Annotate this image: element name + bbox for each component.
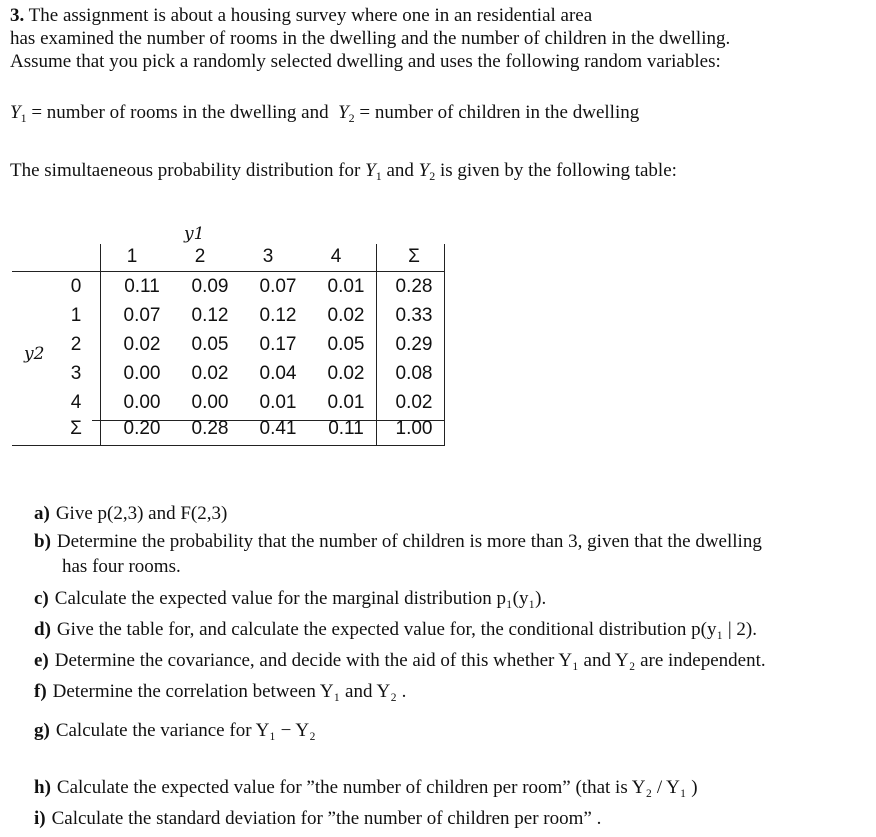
table-cell: 0.17 [259, 334, 297, 355]
question-b [34, 531, 762, 553]
table-cell: 0.00 [123, 392, 161, 413]
table-cell: 0.12 [259, 305, 297, 326]
question-f-label: f) [34, 681, 47, 702]
table-cell: 0.02 [123, 334, 161, 355]
question-a-text: Give p(2,3) and F(2,3) [55, 503, 228, 524]
question-d-label: d) [34, 619, 51, 640]
distribution-sentence [10, 160, 677, 184]
question-b-continuation: has four rooms. [62, 556, 181, 577]
probability-table [12, 226, 444, 446]
question-h-text: Calculate the expected value for ”the number of children per room” (that is Y₂ / Y₁ ) [56, 777, 698, 798]
column-variable-label: y1 [184, 224, 205, 244]
column-header: 4 [330, 246, 342, 267]
question-h [34, 777, 698, 799]
row-header: 2 [70, 334, 82, 355]
column-header: 3 [262, 246, 274, 267]
row-total: 0.33 [395, 305, 433, 326]
table-cell: 0.00 [123, 363, 161, 384]
row-total: 0.02 [395, 392, 433, 413]
grand-total: 1.00 [395, 418, 433, 439]
table-cell: 0.11 [124, 276, 160, 297]
table-cell: 0.00 [191, 392, 229, 413]
row-header: 4 [70, 392, 82, 413]
y1-inline: Y [365, 160, 376, 181]
column-header: 2 [194, 246, 206, 267]
y1-inline-sub: 1 [375, 169, 382, 183]
table-cell: 0.04 [259, 363, 297, 384]
sentence-and: and [386, 160, 414, 181]
header-separator [12, 271, 444, 272]
table-right-border [444, 244, 445, 446]
y1-definition: = number of rooms in the dwelling and [31, 102, 329, 123]
row-variable-label: y2 [24, 344, 45, 364]
question-g-text: Calculate the variance for Y₁ − Y₂ [55, 720, 316, 741]
question-b-text: Determine the probability that the number of children is more than 3, given that the dwelling [56, 531, 762, 552]
question-e-text: Determine the covariance, and decide with the aid of this whether Y₁ and Y₂ are independent. [54, 650, 766, 671]
intro-line-2: has examined the number of rooms in the dwelling and the number of children in the dwelling. [10, 28, 731, 49]
table-cell: 0.07 [123, 305, 161, 326]
sentence-part-1: The simultaeneous probability distribution for [10, 160, 361, 181]
row-total: 0.08 [395, 363, 433, 384]
question-c-label: c) [34, 588, 49, 609]
question-i-text: Calculate the standard deviation for ”the number of children per room” . [51, 808, 602, 829]
column-header: 1 [126, 246, 138, 267]
question-c [34, 588, 546, 610]
column-header-sum: Σ [408, 246, 420, 267]
y2-definition: = number of children in the dwelling [359, 102, 640, 123]
table-cell: 0.01 [327, 392, 365, 413]
sentence-part-2: is given by the following table: [439, 160, 677, 181]
question-a-label: a) [34, 503, 50, 524]
row-header: 0 [70, 276, 82, 297]
table-cell: 0.07 [259, 276, 297, 297]
question-d-text: Give the table for, and calculate the expected value for, the conditional distribution p(y₁ | 2). [56, 619, 757, 640]
intro-line-1: The assignment is about a housing survey where one in an residential area [28, 5, 593, 26]
table-bottom-border [12, 445, 444, 446]
table-cell: 0.01 [259, 392, 297, 413]
question-a [34, 503, 227, 525]
row-header: 1 [70, 305, 82, 326]
totals-row-header: Σ [70, 418, 82, 439]
question-g [34, 720, 316, 742]
column-total: 0.28 [191, 418, 229, 439]
table-cell: 0.02 [191, 363, 229, 384]
table-cell: 0.02 [327, 363, 365, 384]
question-g-label: g) [34, 720, 50, 741]
question-i [34, 808, 601, 830]
column-total: 0.11 [328, 418, 364, 439]
problem-intro [10, 4, 730, 73]
y2-subscript: 2 [348, 111, 355, 125]
column-total: 0.20 [123, 418, 161, 439]
totals-column-divider [376, 244, 377, 446]
question-f [34, 681, 406, 703]
question-c-text: Calculate the expected value for the marginal distribution p₁(y₁). [54, 588, 547, 609]
table-cell: 0.05 [327, 334, 365, 355]
question-i-label: i) [34, 808, 46, 829]
table-cell: 0.12 [191, 305, 229, 326]
y1-symbol: Y [10, 102, 21, 123]
question-f-text: Determine the correlation between Y₁ and Y₂ . [52, 681, 407, 702]
y2-symbol: Y [338, 102, 349, 123]
row-header: 3 [70, 363, 82, 384]
row-total: 0.29 [395, 334, 433, 355]
y2-inline: Y [418, 160, 430, 181]
variable-definitions [10, 102, 639, 126]
question-h-label: h) [34, 777, 51, 798]
column-total: 0.41 [259, 418, 297, 439]
table-cell: 0.02 [327, 305, 365, 326]
y2-inline-sub: 2 [429, 169, 436, 183]
problem-number: 3. [10, 5, 25, 26]
table-cell: 0.05 [191, 334, 229, 355]
y1-subscript: 1 [20, 111, 27, 125]
question-d [34, 619, 757, 641]
question-e [34, 650, 766, 672]
table-cell: 0.09 [191, 276, 229, 297]
intro-line-3: Assume that you pick a randomly selected dwelling and uses the following random variables: [10, 51, 721, 72]
row-total: 0.28 [395, 276, 433, 297]
question-b-label: b) [34, 531, 51, 552]
question-e-label: e) [34, 650, 49, 671]
table-cell: 0.01 [327, 276, 365, 297]
